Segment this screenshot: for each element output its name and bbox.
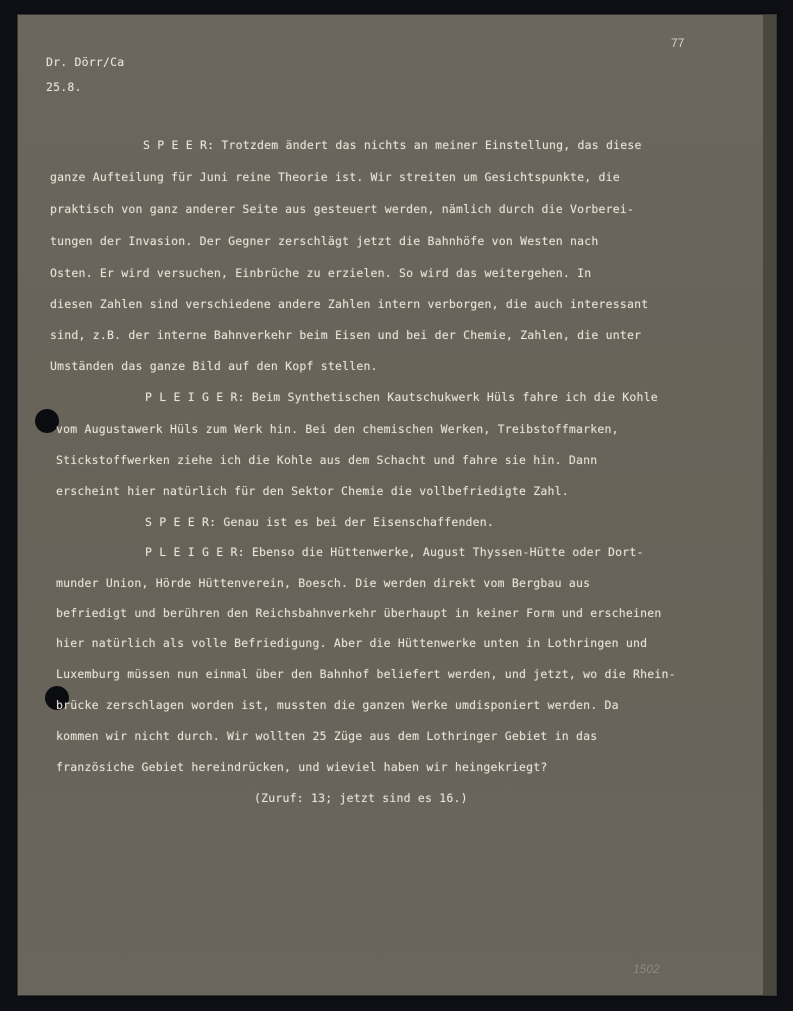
- text-line: diesen Zahlen sind verschiedene andere Zahlen intern verborgen, die auch interessant: [50, 297, 649, 311]
- text-line: S P E E R: Trotzdem ändert das nichts an meiner Einstellung, das diese: [143, 138, 642, 152]
- header-date: 25.8.: [46, 80, 82, 94]
- text-line: tungen der Invasion. Der Gegner zerschlägt jetzt die Bahnhöfe von Westen nach: [50, 234, 599, 248]
- text-line: vom Augustawerk Hüls zum Werk hin. Bei den chemischen Werken, Treibstoffmarken,: [56, 422, 619, 436]
- text-line: brücke zerschlagen worden ist, mussten die ganzen Werke umdisponiert werden. Da: [56, 698, 619, 712]
- text-line: erscheint hier natürlich für den Sektor Chemie die vollbefriedigte Zahl.: [56, 484, 569, 498]
- text-line: französiche Gebiet hereindrücken, und wieviel haben wir heingekriegt?: [56, 760, 548, 774]
- document-page: [17, 14, 777, 996]
- text-line: sind, z.B. der interne Bahnverkehr beim Eisen und bei der Chemie, Zahlen, die unter: [50, 328, 642, 342]
- text-line: S P E E R: Genau ist es bei der Eisenschaffenden.: [145, 515, 495, 529]
- text-line: P L E I G E R: Beim Synthetischen Kautschukwerk Hüls fahre ich die Kohle: [145, 390, 658, 404]
- text-line: kommen wir nicht durch. Wir wollten 25 Züge aus dem Lothringer Gebiet in das: [56, 729, 598, 743]
- text-line: ganze Aufteilung für Juni reine Theorie ist. Wir streiten um Gesichtspunkte, die: [50, 170, 620, 184]
- text-line: munder Union, Hörde Hüttenverein, Boesch. Die werden direkt vom Bergbau aus: [56, 576, 591, 590]
- text-line: Umständen das ganze Bild auf den Kopf stellen.: [50, 359, 378, 373]
- text-line: Luxemburg müssen nun einmal über den Bahnhof beliefert werden, und jetzt, wo die Rhein-: [56, 667, 676, 681]
- header-author: Dr. Dörr/Ca: [46, 55, 125, 69]
- text-line: Stickstoffwerken ziehe ich die Kohle aus dem Schacht und fahre sie hin. Dann: [56, 453, 598, 467]
- text-line: befriedigt und berühren den Reichsbahnverkehr überhaupt in keiner Form und erscheinen: [56, 606, 662, 620]
- page-number: 77: [671, 36, 685, 50]
- text-line: (Zuruf: 13; jetzt sind es 16.): [254, 791, 468, 805]
- text-line: praktisch von ganz anderer Seite aus gesteuert werden, nämlich durch die Vorberei-: [50, 202, 635, 216]
- text-line: hier natürlich als volle Befriedigung. Aber die Hüttenwerke unten in Lothringen und: [56, 636, 648, 650]
- text-line: P L E I G E R: Ebenso die Hüttenwerke, August Thyssen-Hütte oder Dort-: [145, 545, 644, 559]
- archive-stamp: 1502: [633, 962, 660, 976]
- text-line: Osten. Er wird versuchen, Einbrüche zu erzielen. So wird das weitergehen. In: [50, 266, 592, 280]
